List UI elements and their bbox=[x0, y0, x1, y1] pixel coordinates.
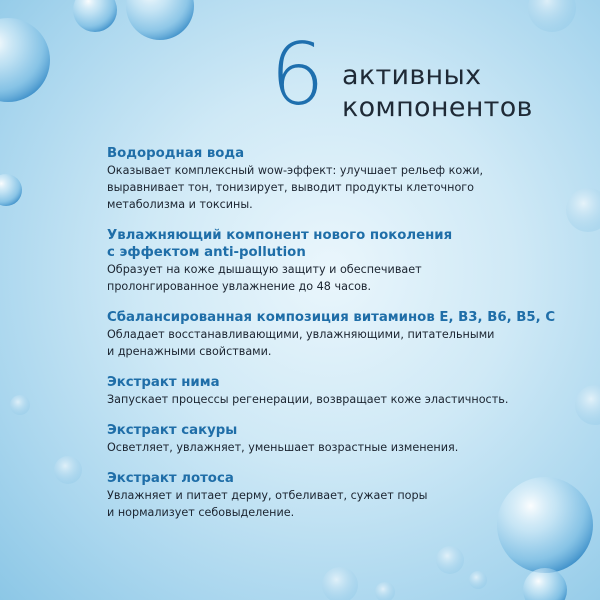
component-item bbox=[107, 374, 557, 408]
heading-line-1: активных bbox=[342, 60, 482, 91]
component-item bbox=[107, 309, 557, 360]
heading-number: 6 bbox=[270, 25, 325, 125]
bubble bbox=[322, 567, 358, 600]
component-title: Водородная вода bbox=[107, 146, 245, 161]
component-item bbox=[107, 227, 557, 295]
bubble bbox=[436, 546, 464, 574]
component-title: Экстракт сакуры bbox=[107, 423, 238, 438]
component-title: Экстракт лотоса bbox=[107, 471, 234, 486]
bubble bbox=[375, 582, 395, 600]
component-description: Обладает восстанавливающими, увлажняющими, питательными и дренажными свойствами. bbox=[107, 328, 495, 358]
bubble bbox=[523, 568, 567, 600]
bubble bbox=[575, 385, 600, 425]
heading-line-2: компонентов bbox=[342, 92, 533, 123]
heading-block bbox=[270, 25, 570, 128]
bubble bbox=[469, 571, 487, 589]
bubble bbox=[10, 395, 30, 415]
component-item bbox=[107, 145, 557, 213]
components-list bbox=[107, 145, 557, 535]
bubble bbox=[126, 0, 194, 40]
component-item bbox=[107, 422, 557, 456]
bubble bbox=[566, 188, 600, 232]
component-item bbox=[107, 470, 557, 521]
component-description: Запускает процессы регенерации, возвращает коже эластичность. bbox=[107, 393, 509, 406]
component-description: Образует на коже дышащую защиту и обеспечивает пролонгированное увлажнение до 48 часов. bbox=[107, 263, 422, 293]
bubble bbox=[54, 456, 82, 484]
bubble bbox=[73, 0, 117, 32]
bubble bbox=[0, 18, 50, 102]
component-description: Увлажняет и питает дерму, отбеливает, сужает поры и нормализует себовыделение. bbox=[107, 489, 428, 519]
component-title: Увлажняющий компонент нового поколения с эффектом anti-pollution bbox=[107, 228, 453, 260]
component-title: Сбалансированная композиция витаминов E, B3, B6, B5, C bbox=[107, 310, 556, 325]
component-description: Оказывает комплексный wow-эффект: улучшает рельеф кожи, выравнивает тон, тонизирует, выводит продукты клеточного метаболизма и токсины. bbox=[107, 164, 484, 211]
bubble bbox=[0, 174, 22, 206]
component-title: Экстракт нима bbox=[107, 375, 220, 390]
component-description: Осветляет, увлажняет, уменьшает возрастные изменения. bbox=[107, 441, 459, 454]
bubble bbox=[528, 0, 576, 32]
heading-text bbox=[342, 60, 533, 124]
